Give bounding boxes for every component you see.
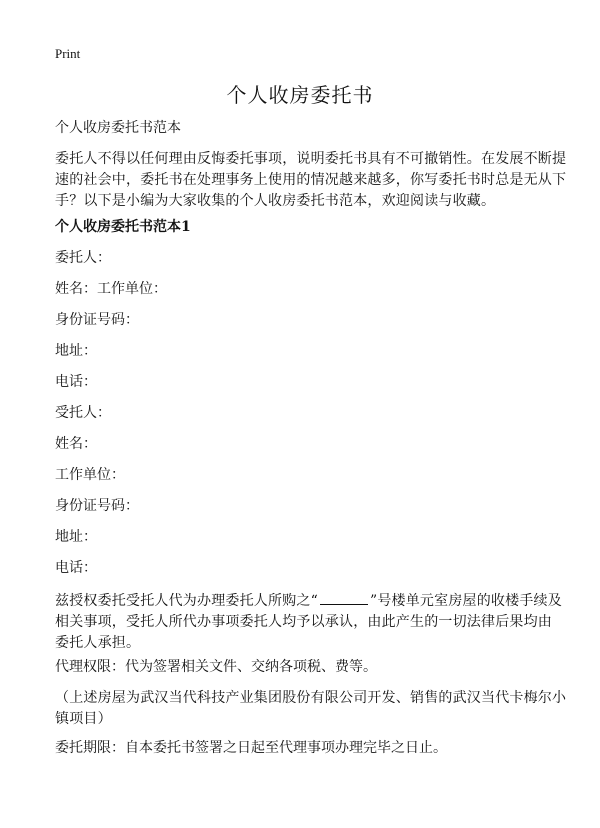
agent-unit: 工作单位：: [55, 467, 125, 483]
principal-phone: 电话：: [55, 374, 97, 390]
principal-name-unit: 姓名：工作单位：: [55, 281, 167, 297]
agent-id: 身份证号码：: [55, 498, 139, 514]
intro-line-3: 手？以下是小编为大家收集的个人收房委托书范本，欢迎阅读与收藏。: [55, 193, 496, 209]
entrustment-term: 委托期限：自本委托书签署之日起至代理事项办理完毕之日止。: [55, 740, 447, 756]
building-number-blank: [320, 590, 368, 605]
agent-address: 地址：: [55, 529, 97, 545]
project-note-line-2: 镇项目）: [55, 711, 112, 727]
authorization-paragraph: [55, 590, 562, 654]
intro-paragraph: [55, 149, 567, 212]
section-heading: 个人收房委托书范本1: [55, 219, 191, 235]
project-note-line-1: （上述房屋为武汉当代科技产业集团股份有限公司开发、销售的武汉当代卡梅尔小: [55, 690, 567, 706]
intro-line-2: 速的社会中，委托书在处理事务上使用的情况越来越多，你写委托书时总是无从下: [55, 172, 567, 188]
authorization-line-1-pre: 兹授权委托受托人代为办理委托人所购之“: [55, 593, 318, 609]
document-title: 个人收房委托书: [226, 83, 374, 107]
print-label: Print: [55, 46, 81, 61]
document-subtitle: 个人收房委托书范本: [55, 120, 181, 136]
principal-address: 地址：: [55, 343, 97, 359]
authorization-line-3: 委托人承担。: [55, 635, 141, 651]
project-note: [55, 688, 567, 730]
authority-scope: 代理权限：代为签署相关文件、交纳各项税、费等。: [55, 659, 377, 675]
agent-phone: 电话：: [55, 560, 97, 576]
authorization-line-1: [55, 590, 562, 612]
principal-id: 身份证号码：: [55, 312, 139, 328]
authorization-line-1-post: ”号楼单元室房屋的收楼手续及: [369, 593, 562, 609]
authorization-line-2: 相关事项，受托人所代办事项委托人均予以承认，由此产生的一切法律后果均由: [55, 614, 552, 630]
agent-label: 受托人：: [55, 405, 111, 421]
agent-name: 姓名：: [55, 436, 97, 452]
intro-line-1: 委托人不得以任何理由反悔委托事项，说明委托书具有不可撤销性。在发展不断提: [55, 151, 567, 167]
principal-label: 委托人：: [55, 250, 111, 266]
